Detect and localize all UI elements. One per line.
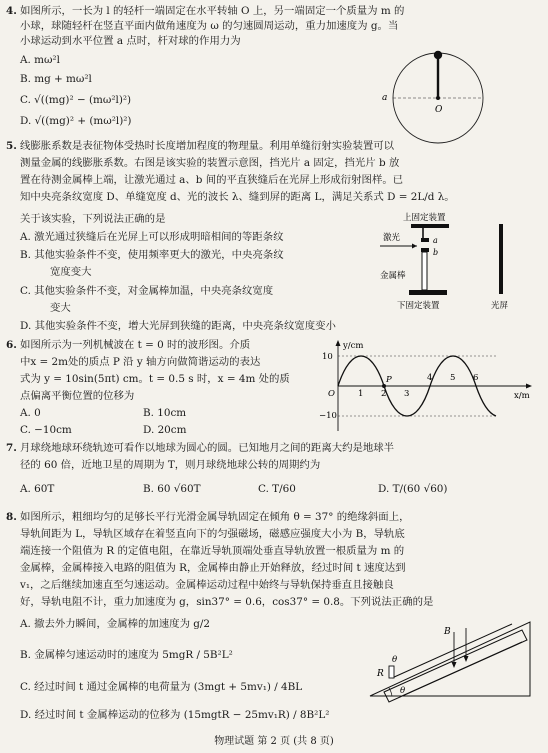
option-c[interactable]: C. T/60 bbox=[258, 483, 296, 495]
question-number: 5. bbox=[6, 140, 17, 152]
question-text-line: 测量金属的线膨胀系数。右图是该实验的装置示意图，挡光片 a 固定，挡光片 b 放 bbox=[20, 157, 400, 169]
label-r: R bbox=[377, 669, 384, 679]
x-axis-arrow bbox=[526, 384, 532, 389]
option-b-cont: 宽度变大 bbox=[50, 266, 92, 278]
metal-rod bbox=[422, 252, 427, 290]
origin-label: O bbox=[328, 389, 335, 399]
option-b[interactable]: B. 金属棒匀速运动时的速度为 5mgR / 5B²L² bbox=[20, 649, 233, 661]
label-a: a bbox=[433, 236, 438, 245]
laser-arrow bbox=[412, 244, 417, 249]
label-a: a bbox=[382, 93, 388, 103]
point-p-label: P bbox=[386, 375, 392, 385]
label-o: O bbox=[435, 105, 443, 115]
question-text-line: 导轨间距为 L，导轨区域存在着竖直向下的匀强磁场，磁感应强度大小为 B，导轨底 bbox=[20, 528, 405, 540]
rail-lower bbox=[402, 642, 522, 696]
option-c-cont: 变大 bbox=[50, 302, 71, 314]
x-tick-1: 1 bbox=[358, 389, 364, 399]
option-d[interactable]: D. 经过时间 t 金属棒运动的位移为 (15mgtR − 25mv₁R) / 8B²L² bbox=[20, 709, 330, 721]
question-text-line: 中x = 2m处的质点 P 沿 y 轴方向做简谐运动的表达 bbox=[20, 356, 261, 368]
option-c[interactable]: C. √((mg)² − (mω²l)²) bbox=[20, 94, 132, 106]
x-tick-3: 3 bbox=[404, 389, 410, 399]
question-text-line: 如图所示，粗细均匀的足够长平行光滑金属导轨固定在倾角 θ = 37° 的绝缘斜面上， bbox=[20, 511, 410, 523]
option-c[interactable]: C. 其他实验条件不变，对金属棒加温，中央亮条纹宽度 bbox=[20, 285, 274, 297]
plate-a bbox=[421, 238, 429, 242]
y-tick-bottom: −10 bbox=[319, 411, 337, 421]
question-text-line: 关于该实验，下列说法正确的是 bbox=[20, 213, 166, 225]
circular-motion-figure bbox=[370, 48, 510, 148]
question-text-line: v₁，之后继续加速直至匀速运动。金属棒运动过程中始终与导轨保持垂直且接触良 bbox=[20, 579, 394, 591]
question-text-line: 径的 60 倍，近地卫星的周期为 T，则月球绕地球公转的周期约为 bbox=[20, 459, 321, 471]
plate-b bbox=[421, 248, 429, 252]
question-text-line: 金属棒，金属棒接入电路的阻值为 R，金属棒由静止开始释放，经过时间 t 速度达到 bbox=[20, 562, 406, 574]
option-a[interactable]: A. 激光通过狭缝后在光屏上可以形成明暗相间的等距条纹 bbox=[20, 231, 284, 243]
option-b[interactable]: B. mg + mω²l bbox=[20, 73, 92, 85]
x-axis-label: x/m bbox=[514, 391, 530, 401]
x-tick-5: 5 bbox=[450, 373, 456, 383]
diffraction-apparatus-figure bbox=[375, 210, 535, 315]
option-a[interactable]: A. 撤去外力瞬间，金属棒的加速度为 g/2 bbox=[20, 618, 211, 630]
option-d[interactable]: D. √((mg)² + (mω²l)²) bbox=[20, 115, 132, 127]
x-tick-2: 2 bbox=[381, 389, 387, 399]
x-tick-4: 4 bbox=[427, 373, 433, 383]
question-number: 6. bbox=[6, 339, 17, 351]
question-text-line: 知中央亮条纹宽度 D、单缝宽度 d、光的波长 λ、缝到屏的距离 L，满足关系式 D = 2L/d λ。 bbox=[20, 191, 455, 203]
ball bbox=[434, 51, 442, 59]
option-b[interactable]: B. 其他实验条件不变，使用频率更大的激光，中央亮条纹 bbox=[20, 249, 284, 261]
option-b[interactable]: B. 60 √60T bbox=[143, 483, 201, 495]
option-c[interactable]: C. −10cm bbox=[20, 424, 72, 436]
question-number: 7. bbox=[6, 442, 17, 454]
label-metal-rod: 金属棒 bbox=[380, 271, 406, 281]
question-number: 8. bbox=[6, 511, 17, 523]
question-text-line: 小球运动到水平位置 a 点时，杆对球的作用力为 bbox=[20, 35, 241, 47]
y-tick-top: 10 bbox=[322, 352, 333, 362]
bottom-fixture bbox=[409, 290, 447, 295]
question-text-line: 置在待测金属棒上端，让激光通过 a、b 间的平直狭缝后在光屏上形成衍射图样。已 bbox=[20, 174, 404, 186]
label-bottom-fixture: 下固定装置 bbox=[397, 301, 440, 311]
label-b: b bbox=[433, 248, 439, 257]
y-axis-arrow bbox=[336, 340, 341, 346]
y-axis-label: y/cm bbox=[343, 341, 364, 351]
label-laser: 激光 bbox=[383, 233, 401, 243]
label-screen: 光屏 bbox=[491, 301, 509, 311]
question-text-line: 如图所示，一长为 l 的轻杆一端固定在水平转轴 O 上，另一端固定一个质量为 m 的 bbox=[20, 5, 405, 17]
question-text-line: 端连接一个阻值为 R 的定值电阻，在靠近导轨顶端处垂直导轨放置一根质量为 m 的 bbox=[20, 545, 405, 557]
option-a[interactable]: A. mω²l bbox=[20, 54, 60, 66]
label-theta-1: θ bbox=[392, 655, 398, 665]
question-text-line: 如图所示为一列机械波在 t = 0 时的波形图。介质 bbox=[20, 339, 251, 351]
label-top-fixture: 上固定装置 bbox=[403, 213, 446, 223]
top-fixture bbox=[411, 224, 449, 228]
b-field-arrow-2 bbox=[464, 656, 469, 662]
question-text-line: 月球绕地球环绕轨迹可看作以地球为圆心的圆。已知地月之间的距离大约是地球半 bbox=[20, 442, 395, 454]
question-text-line: 好，导轨电阻不计，重力加速度为 g，sin37° = 0.6，cos37° = 0.8。下列说法正确的是 bbox=[20, 596, 434, 608]
x-tick-6: 6 bbox=[473, 373, 479, 383]
question-text-line: 小球，球随轻杆在竖直平面内做角速度为 ω 的匀速圆周运动，重力加速度为 g。当 bbox=[20, 20, 399, 32]
rail-upper bbox=[392, 624, 512, 678]
option-c[interactable]: C. 经过时间 t 通过金属棒的电荷量为 (3mgt + 5mv₁) / 4BL bbox=[20, 681, 303, 693]
option-d[interactable]: D. T/(60 √60) bbox=[378, 483, 448, 495]
b-field-arrow-1 bbox=[452, 662, 457, 668]
rail-region bbox=[384, 630, 527, 702]
option-a[interactable]: A. 60T bbox=[20, 483, 55, 495]
option-b[interactable]: B. 10cm bbox=[143, 407, 187, 419]
page-footer: 物理试题 第 2 页 (共 8 页) bbox=[214, 736, 334, 747]
option-d[interactable]: D. 20cm bbox=[143, 424, 187, 436]
question-text-line: 点偏离平衡位置的位移为 bbox=[20, 390, 135, 402]
axis-point bbox=[436, 96, 440, 100]
option-d[interactable]: D. 其他实验条件不变，增大光屏到狭缝的距离，中央亮条纹宽度变小 bbox=[20, 320, 336, 332]
option-a[interactable]: A. 0 bbox=[20, 407, 41, 419]
label-b: B bbox=[444, 627, 451, 637]
question-text-line: 线膨胀系数是表征物体受热时长度增加程度的物理量。利用单缝衍射实验装置可以 bbox=[20, 140, 395, 152]
wave-graph-figure bbox=[318, 336, 540, 436]
resistor bbox=[389, 666, 394, 678]
question-text-line: 式为 y = 10sin(5πt) cm。t = 0.5 s 时，x = 4m 处的质 bbox=[20, 373, 290, 385]
incline-rails-figure bbox=[362, 604, 538, 704]
label-theta-2: θ bbox=[400, 686, 406, 696]
screen bbox=[499, 224, 503, 294]
question-number: 4. bbox=[6, 5, 17, 17]
